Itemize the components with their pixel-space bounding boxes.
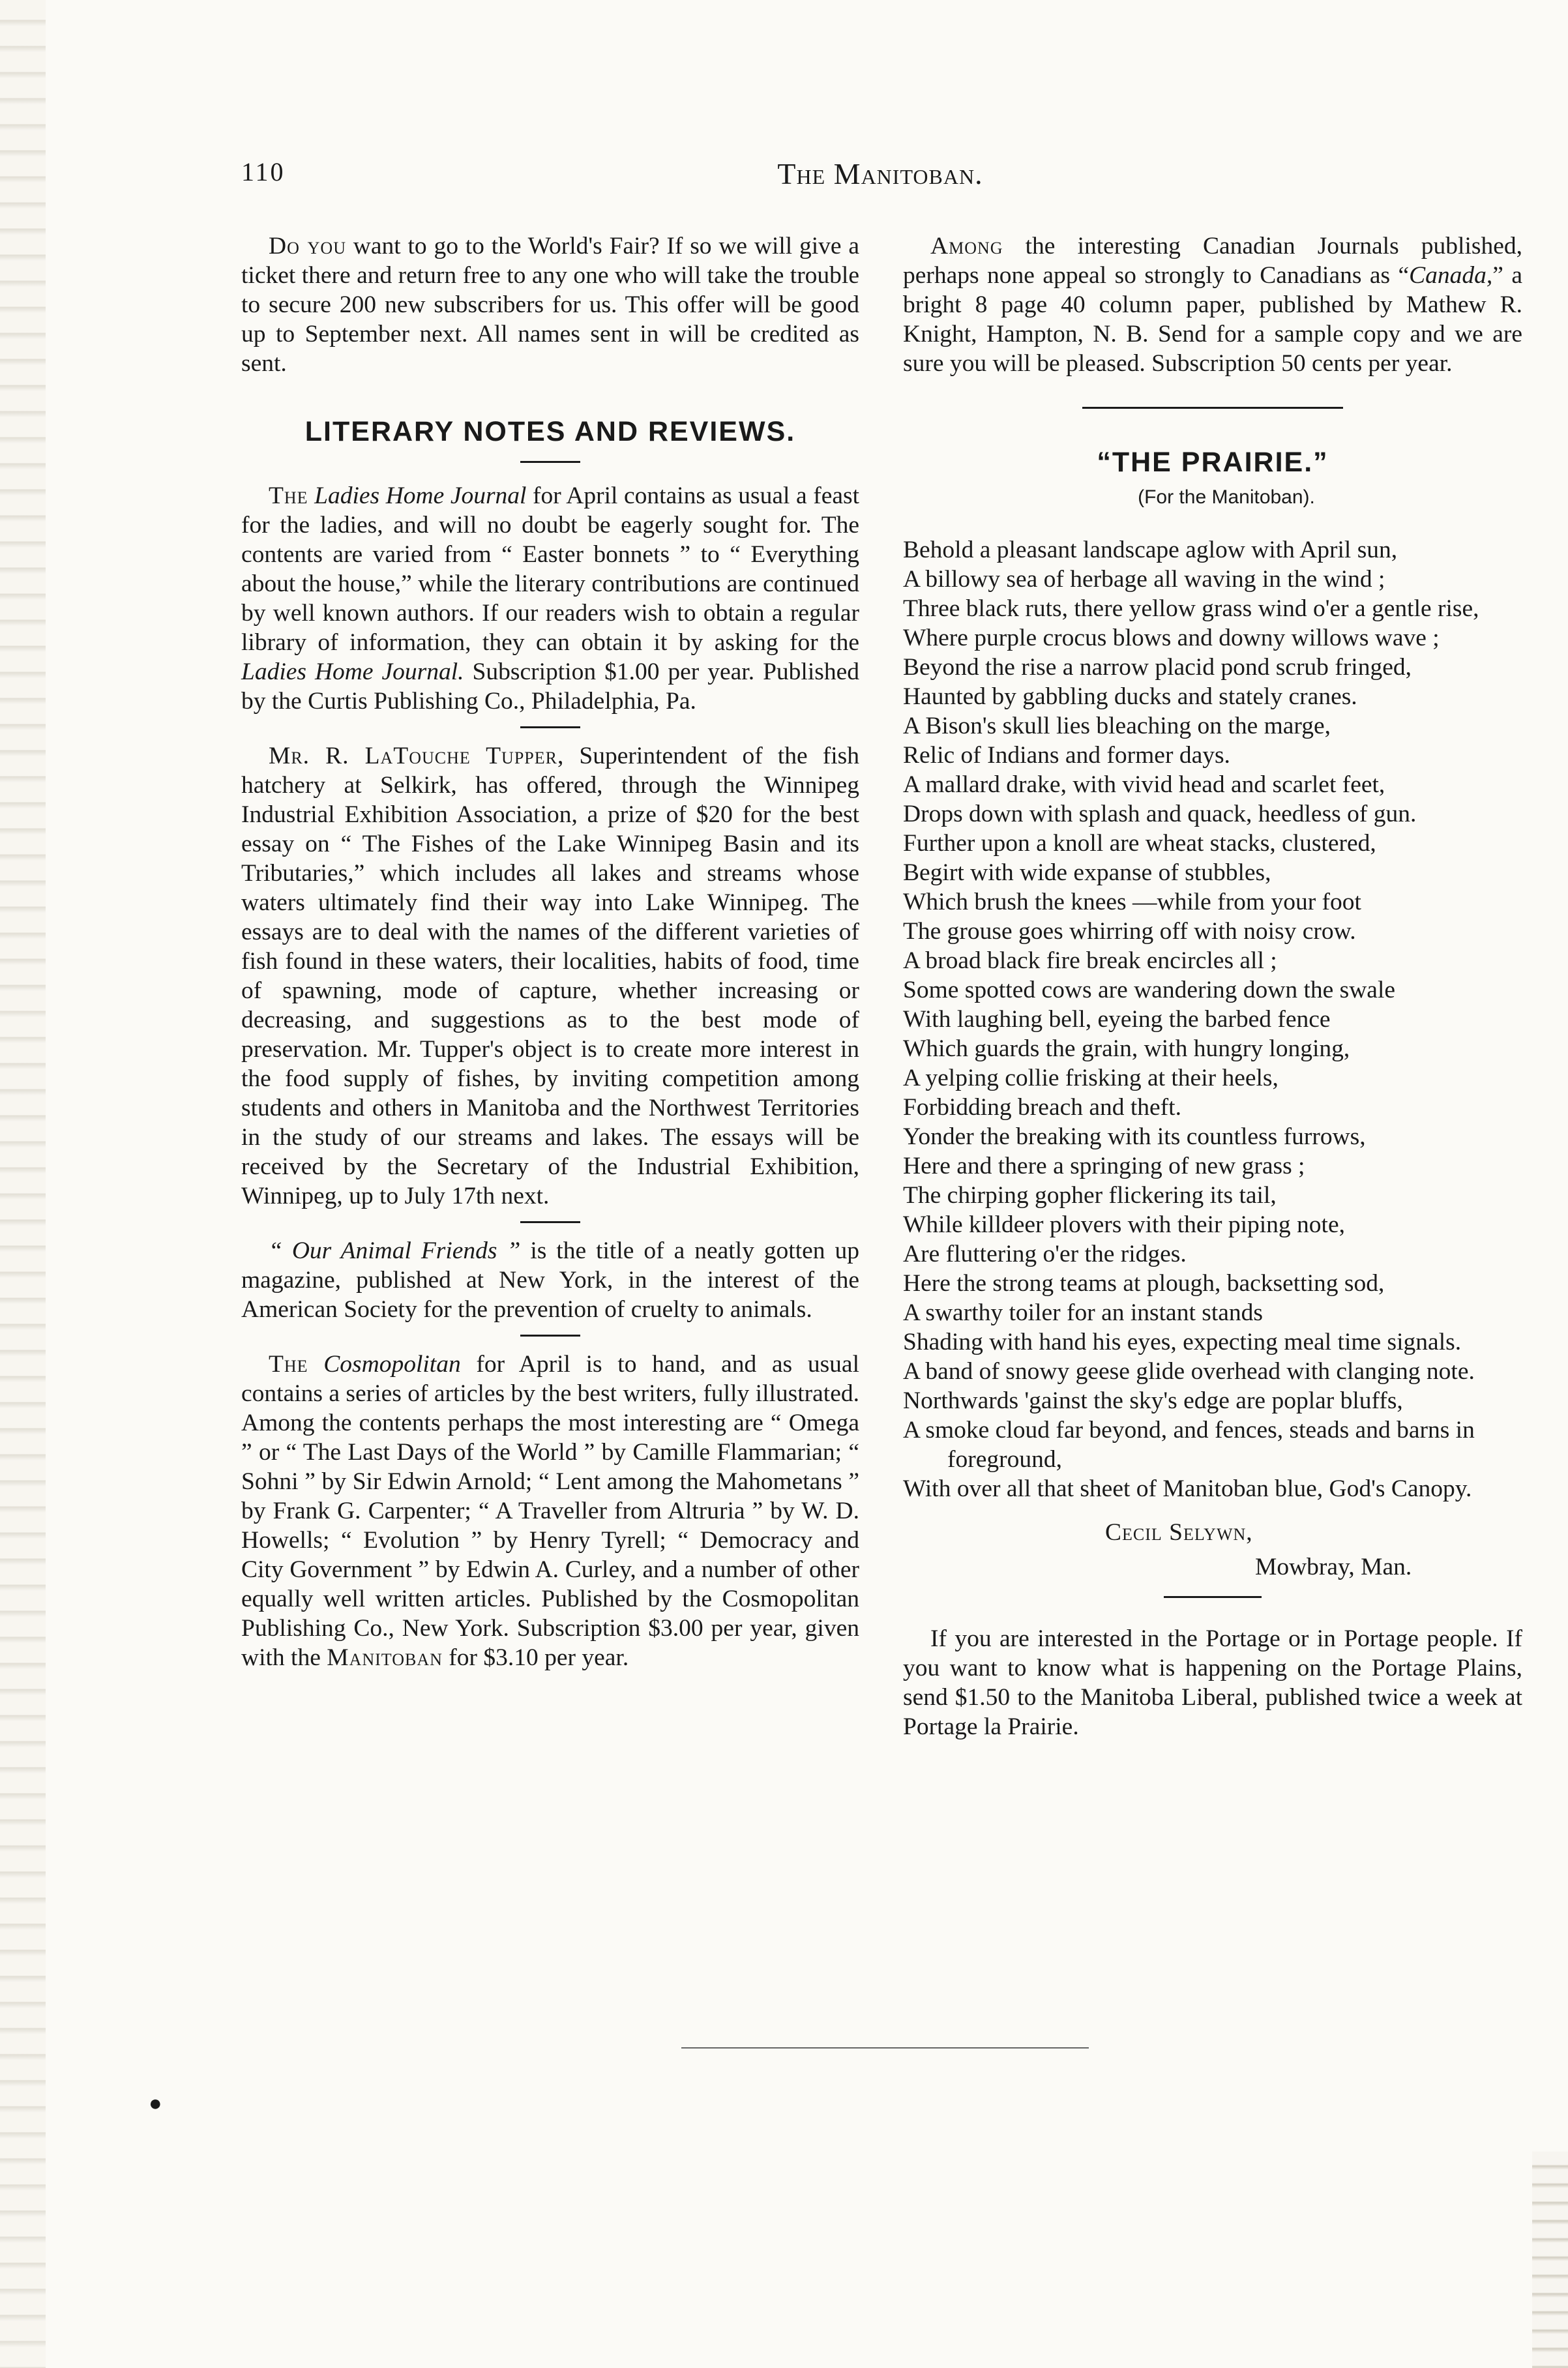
poem-line: Yonder the breaking with its countless furrows, <box>903 1123 1366 1150</box>
poem-line: Three black ruts, there yellow grass wind o'er a gentle rise, <box>903 595 1479 622</box>
poem-line: A band of snowy geese glide overhead with clanging note. <box>903 1358 1475 1385</box>
divider <box>1164 1596 1262 1598</box>
running-head: The Manitoban. <box>777 157 983 190</box>
poem-line: Shading with hand his eyes, expecting meal time signals. <box>903 1329 1462 1355</box>
poem-line: While killdeer plovers with their piping note, <box>903 1211 1345 1238</box>
canada-journal-notice <box>903 231 1522 378</box>
poem-subtitle: (For the Manitoban). <box>1138 486 1315 508</box>
magazine-title: Cosmopolitan <box>323 1351 461 1378</box>
poem-line: A Bison's skull lies bleaching on the marge, <box>903 713 1331 739</box>
poem-line: Begirt with wide expanse of stubbles, <box>903 859 1271 886</box>
paragraph-text: want to go to the World's Fair? If so we will give a ticket there and return free to any one who will take the trouble to secure 200 new subscribers for us. This offer will be good up to September next. All names sent in will be credited as sent. <box>241 233 859 377</box>
poem-line: The grouse goes whirring off with noisy crow. <box>903 918 1356 945</box>
divider <box>520 726 580 728</box>
paragraph-text: Subscription $1.00 per year. Published by the Curtis Publishing Co., Philadelphia, Pa. <box>241 659 859 715</box>
lead-in: Mr. R. LaTouche Tupper, <box>269 743 565 769</box>
divider <box>1082 407 1343 409</box>
left-column <box>241 231 859 1672</box>
magazine-name: Manitoban <box>327 1644 443 1671</box>
page-footer-rule <box>681 2047 1089 2049</box>
paragraph-text: If you are interested in the Portage or in Portage people. If you want to know what is happening on the Portage Plains, send $1.50 to the Manitoba Liberal, published twice a week at Portage la Prairie. <box>903 1625 1522 1740</box>
poem-line: Which guards the grain, with hungry longing, <box>903 1035 1350 1062</box>
poem-line: A billowy sea of herbage all waving in the wind ; <box>903 566 1385 593</box>
section-heading: LITERARY NOTES AND REVIEWS. <box>304 416 796 447</box>
journal-title: Ladies Home Journal <box>314 482 527 509</box>
page-number: 110 <box>241 157 286 186</box>
portage-liberal-notice <box>903 1624 1522 1741</box>
poem-line: A smoke cloud far beyond, and fences, steads and barns in foreground, <box>903 1417 1475 1473</box>
poem-line: With over all that sheet of Manitoban blue, God's Canopy. <box>903 1475 1472 1502</box>
ink-blot-icon: ● <box>149 2092 162 2116</box>
poem-title: “THE PRAIRIE.” <box>1097 447 1329 478</box>
poem-line: Relic of Indians and former days. <box>903 742 1230 769</box>
poem-line: Beyond the rise a narrow placid pond scrub fringed, <box>903 654 1412 681</box>
poem-line: Further upon a knoll are wheat stacks, clustered, <box>903 830 1376 857</box>
paragraph-text: for April contains as usual a feast for the ladies, and will no doubt be eagerly sought for. The contents are varied from “ Easter bonnets ” to “ Everything about the house,” while the literary contributions are continued by well known authors. If our readers wish to obtain a regular library of information, they can obtain it by asking for the <box>241 482 859 656</box>
poem-line: With laughing bell, eyeing the barbed fence <box>903 1006 1331 1033</box>
poem-line: Which brush the knees —while from your foot <box>903 889 1361 915</box>
journal-title: Ladies Home Journal. <box>241 659 464 685</box>
paragraph-text: for April is to hand, and as usual contains a series of articles by the best writers, fully illustrated. Among the contents perhaps the most interesting are “ Omega ” or “ The Last Days of the World ” by Camille Flammarian; “ Sohni ” by Sir Edwin Arnold; “ Lent among the Mahometans ” by Frank G. Carpenter; “ A Traveller from Altruria ” by W. D. Howells; “ Evolution ” by Henry Tyrell; “ Democracy and City Government ” by Edwin A. Curley, and a number of other equally well written articles. Published by the Cosmopolitan Publishing Co., New York. Subscription $3.00 per year, given with the <box>241 1351 859 1671</box>
paragraph-text: for $3.10 per year. <box>449 1644 629 1671</box>
poem-line: Drops down with splash and quack, heedless of gun. <box>903 801 1417 827</box>
divider <box>520 1335 580 1337</box>
poem-line: Are fluttering o'er the ridges. <box>903 1241 1187 1267</box>
divider <box>520 461 580 463</box>
lead-in: Among <box>930 233 1003 259</box>
poem-line: Where purple crocus blows and downy willows wave ; <box>903 625 1440 651</box>
lead-in: The <box>269 482 308 509</box>
ladies-home-journal-review <box>241 481 859 716</box>
right-column <box>903 231 1522 1741</box>
tupper-prize-notice <box>241 741 859 1211</box>
poem-line: Behold a pleasant landscape aglow with April sun, <box>903 537 1398 563</box>
poem-line: Forbidding breach and theft. <box>903 1094 1181 1121</box>
poem-line: Some spotted cows are wandering down the swale <box>903 977 1396 1003</box>
lead-in: Do you <box>269 233 346 259</box>
poem-line: A mallard drake, with vivid head and scarlet feet, <box>903 771 1385 798</box>
poem-line: The chirping gopher flickering its tail, <box>903 1182 1277 1209</box>
magazine-title: “ Our Animal Friends ” <box>269 1237 521 1264</box>
poem-line: A broad black fire break encircles all ; <box>903 947 1277 974</box>
poem-body <box>903 535 1522 1503</box>
journal-title: Canada, <box>1409 262 1493 289</box>
poem-place: Mowbray, Man. <box>1255 1554 1412 1580</box>
animal-friends-notice <box>241 1236 859 1324</box>
poem-line: Northwards 'gainst the sky's edge are poplar bluffs, <box>903 1387 1403 1414</box>
poem-line: Here the strong teams at plough, backsetting sod, <box>903 1270 1385 1297</box>
paragraph-text: Superintendent of the fish hatchery at Selkirk, has offered, through the Winnipeg Industrial Exhibition Association, a prize of $20 for the best essay on “ The Fishes of the Lake Winnipeg Basin and its Tributaries,” which includes all lakes and streams whose waters ultimately find their way into Lake Winnipeg. The essays are to deal with the names of the different varieties of fish found in these waters, their localities, habits of food, time of spawning, mode of capture, whether increasing or decreasing, and suggestions as to the best mode of preservation. Mr. Tupper's object is to create more interest in the food supply of fishes, by inviting competition among students and others in Manitoba and the Northwest Territories in the study of our streams and lakes. The essays will be received by the Secretary of the Industrial Exhibition, Winnipeg, up to July 17th next. <box>241 743 859 1209</box>
poem-line: A yelping collie frisking at their heels, <box>903 1065 1279 1091</box>
paragraph-text: the interesting Canadian Journals published, perhaps none appeal so strongly to Canadians as “ <box>903 233 1522 289</box>
paragraph-text: is the title of a neatly gotten up magazine, published at New York, in the interest of the American Society for the prevention of cruelty to animals. <box>241 1237 859 1323</box>
divider <box>520 1221 580 1223</box>
poem-line: A swarthy toiler for an instant stands <box>903 1299 1263 1326</box>
scanned-page-corner <box>1532 2152 1568 2368</box>
paragraph-text: ” a bright 8 page 40 column paper, published by Mathew R. Knight, Hampton, N. B. Send for a sample copy and we are sure you will be pleased. Subscription 50 cents per year. <box>903 262 1522 377</box>
poem-line: Haunted by gabbling ducks and stately cranes. <box>903 683 1357 710</box>
page-header <box>241 156 1519 209</box>
worlds-fair-notice <box>241 231 859 378</box>
poem-author: Cecil Selywn, <box>1105 1519 1253 1546</box>
poem-line: Here and there a springing of new grass ; <box>903 1153 1305 1179</box>
cosmopolitan-review <box>241 1350 859 1672</box>
scanned-page-edge <box>0 0 46 2368</box>
lead-in: The <box>269 1351 308 1378</box>
